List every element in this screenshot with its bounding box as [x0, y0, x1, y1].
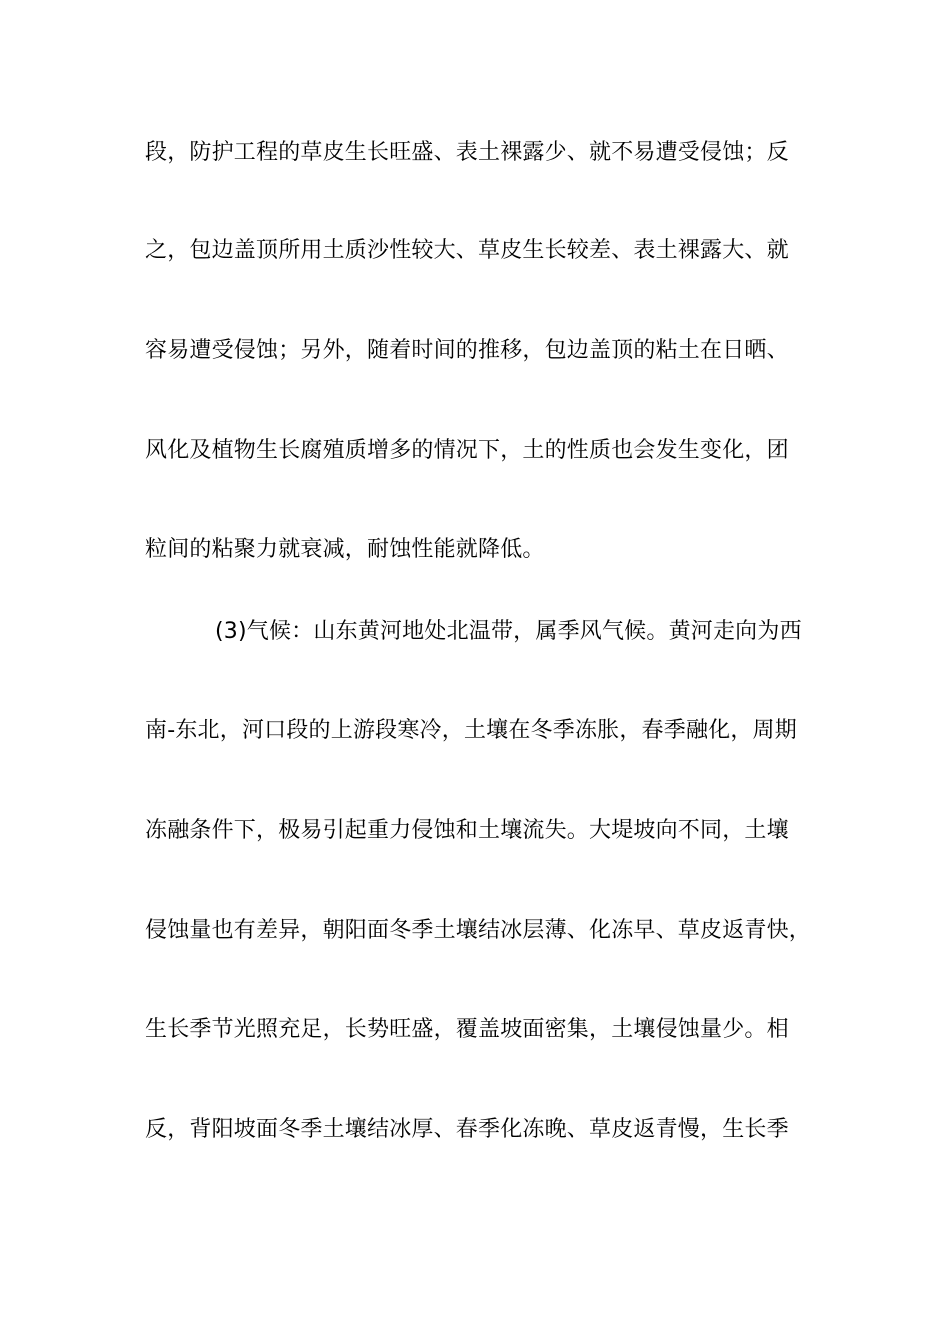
text-line-8: 冻融条件下，极易引起重力侵蚀和土壤流失。大堤坡向不同，土壤	[145, 818, 789, 843]
text-line-4: 风化及植物生长腐殖质增多的情况下，土的性质也会发生变化，团	[145, 438, 789, 463]
text-line-6: (3)气候：山东黄河地处北温带，属季风气候。黄河走向为西	[215, 619, 802, 644]
text-line-11: 反，背阳坡面冬季土壤结冰厚、春季化冻晚、草皮返青慢，生长季	[145, 1117, 789, 1142]
text-line-5: 粒间的粘聚力就衰减，耐蚀性能就降低。	[145, 537, 545, 562]
text-line-2: 之，包边盖顶所用土质沙性较大、草皮生长较差、表土裸露大、就	[145, 238, 789, 263]
text-line-10: 生长季节光照充足，长势旺盛，覆盖坡面密集，土壤侵蚀量少。相	[145, 1017, 789, 1042]
text-line-9: 侵蚀量也有差异，朝阳面冬季土壤结冰层薄、化冻早、草皮返青快，	[145, 918, 812, 943]
text-line-3: 容易遭受侵蚀；另外，随着时间的推移，包边盖顶的粘土在日晒、	[145, 338, 789, 363]
text-line-1: 段，防护工程的草皮生长旺盛、表土裸露少、就不易遭受侵蚀；反	[145, 140, 789, 165]
text-line-7: 南-东北，河口段的上游段寒冷，土壤在冬季冻胀，春季融化，周期	[145, 718, 797, 743]
